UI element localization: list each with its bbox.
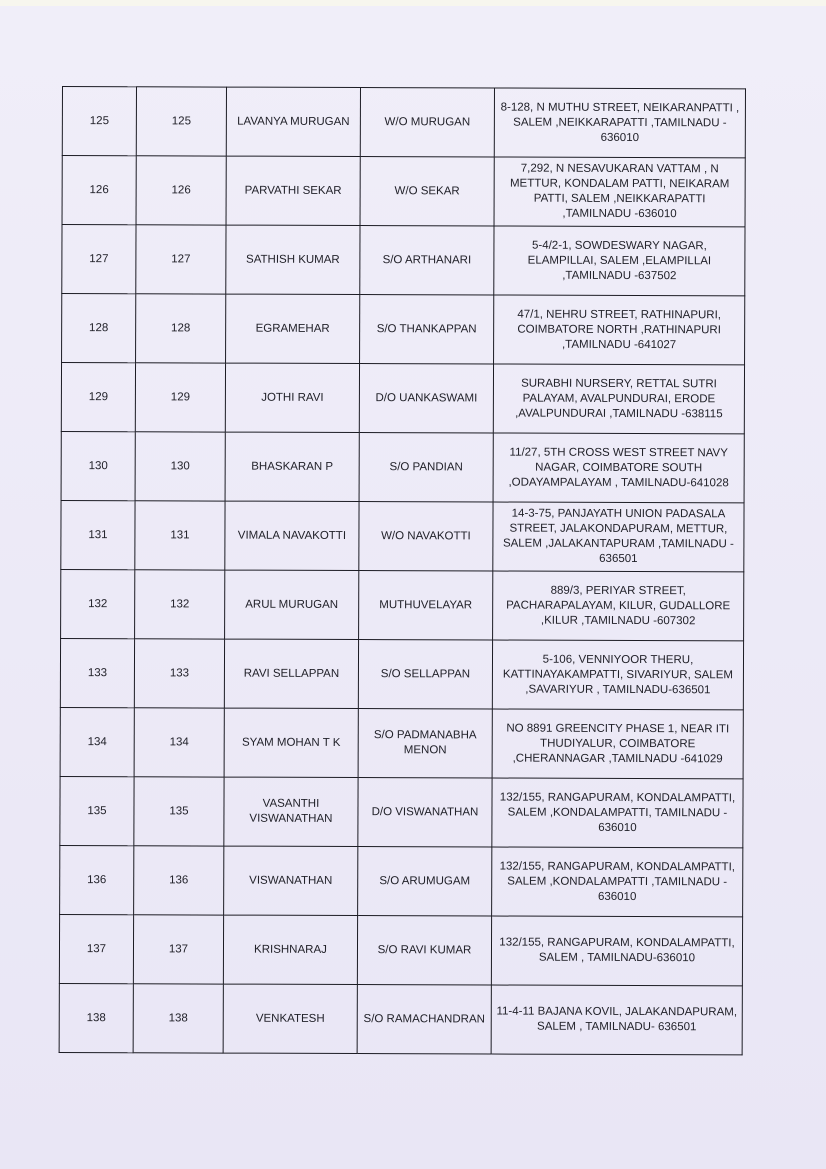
relation-cell: D/O UANKASWAMI [359,364,493,433]
name-cell: LAVANYA MURUGAN [226,87,360,156]
table-row [60,776,743,847]
relation-cell: S/O RAMACHANDRAN [357,985,491,1054]
address-cell: NO 8891 GREENCITY PHASE 1, NEAR ITI THUDIYALUR, COIMBATORE ,CHERANNAGAR ,TAMILNADU -641029 [492,709,743,779]
relation-cell: W/O MURUGAN [360,88,494,157]
serial-number-cell: 138 [59,983,133,1052]
scan-top-edge [0,0,826,6]
serial-number-cell: 133 [60,638,134,707]
relation-cell: W/O SEKAR [360,157,494,226]
address-cell: 132/155, RANGAPURAM, KONDALAMPATTI, SALEM , TAMILNADU-636010 [491,916,742,986]
entry-number-cell: 132 [135,570,225,639]
relation-cell: MUTHUVELAYAR [359,571,493,640]
address-cell: 11/27, 5TH CROSS WEST STREET NAVY NAGAR, COIMBATORE SOUTH ,ODAYAMPALAYAM , TAMILNADU-641028 [493,433,744,503]
serial-number-cell: 127 [62,225,136,294]
name-cell: VENKATESH [223,984,357,1053]
name-cell: JOTHI RAVI [225,363,359,432]
relation-cell: S/O RAVI KUMAR [357,916,491,985]
serial-number-cell: 136 [60,845,134,914]
relation-cell: S/O SELLAPPAN [358,640,492,709]
relation-cell: S/O PADMANABHA MENON [358,709,492,778]
table-row [60,638,743,709]
name-cell: KRISHNARAJ [223,915,357,984]
entry-number-cell: 128 [136,294,226,363]
entry-number-cell: 126 [136,156,226,225]
serial-number-cell: 125 [62,87,136,156]
address-cell: 889/3, PERIYAR STREET, PACHARAPALAYAM, KILUR, GUDALLORE ,KILUR ,TAMILNADU -607302 [493,571,744,641]
entry-number-cell: 135 [134,777,224,846]
table-row [61,500,744,571]
entry-number-cell: 127 [136,225,226,294]
records-table-body [59,87,745,1055]
name-cell: VASANTHI VISWANATHAN [224,777,358,846]
serial-number-cell: 128 [62,294,136,363]
entry-number-cell: 131 [135,501,225,570]
serial-number-cell: 135 [60,776,134,845]
serial-number-cell: 137 [59,914,133,983]
name-cell: BHASKARAN P [225,432,359,501]
table-row [61,569,744,640]
name-cell: VISWANATHAN [224,846,358,915]
entry-number-cell: 130 [135,432,225,501]
relation-cell: S/O ARTHANARI [360,226,494,295]
entry-number-cell: 134 [134,708,224,777]
name-cell: PARVATHI SEKAR [226,156,360,225]
entry-number-cell: 133 [134,639,224,708]
name-cell: RAVI SELLAPPAN [224,639,358,708]
serial-number-cell: 129 [61,363,135,432]
table-row [62,87,745,158]
entry-number-cell: 129 [135,363,225,432]
serial-number-cell: 130 [61,431,135,500]
address-cell: 47/1, NEHRU STREET, RATHINAPURI, COIMBATORE NORTH ,RATHINAPURI ,TAMILNADU -641027 [494,295,745,365]
name-cell: EGRAMEHAR [226,294,360,363]
entry-number-cell: 137 [133,915,223,984]
table-row [60,845,743,916]
name-cell: VIMALA NAVAKOTTI [225,501,359,570]
relation-cell: S/O ARUMUGAM [358,847,492,916]
table-row [60,707,743,778]
name-cell: SATHISH KUMAR [226,225,360,294]
address-cell: 8-128, N MUTHU STREET, NEIKARANPATTI , SALEM ,NEIKKARAPATTI ,TAMILNADU - 636010 [494,88,745,158]
table-row [61,431,744,502]
name-cell: SYAM MOHAN T K [224,708,358,777]
table-row [61,363,744,434]
address-cell: 14-3-75, PANJAYATH UNION PADASALA STREET, JALAKONDAPURAM, METTUR, SALEM ,JALAKANTAPURAM ,TAMILNADU - 636501 [493,502,744,572]
serial-number-cell: 131 [61,500,135,569]
address-cell: 5-4/2-1, SOWDESWARY NAGAR, ELAMPILLAI, SALEM ,ELAMPILLAI ,TAMILNADU -637502 [494,226,745,296]
relation-cell: S/O PANDIAN [359,433,493,502]
table-row [59,914,742,985]
relation-cell: W/O NAVAKOTTI [359,502,493,571]
address-cell: 5-106, VENNIYOOR THERU, KATTINAYAKAMPATTI, SIVARIYUR, SALEM ,SAVARIYUR , TAMILNADU-636501 [492,640,743,710]
address-cell: 7,292, N NESAVUKARAN VATTAM , N METTUR, KONDALAM PATTI, NEIKARAM PATTI, SALEM ,NEIKKARAPATTI ,TAMILNADU -636010 [494,157,745,227]
address-cell: 132/155, RANGAPURAM, KONDALAMPATTI, SALEM ,KONDALAMPATTI, TAMILNADU - 636010 [492,778,743,848]
table-row [59,983,742,1054]
name-cell: ARUL MURUGAN [225,570,359,639]
table-row [62,225,745,296]
serial-number-cell: 132 [61,569,135,638]
relation-cell: D/O VISWANATHAN [358,778,492,847]
address-cell: 132/155, RANGAPURAM, KONDALAMPATTI, SALEM ,KONDALAMPATTI ,TAMILNADU - 636010 [492,847,743,917]
address-cell: 11-4-11 BAJANA KOVIL, JALAKANDAPURAM, SALEM , TAMILNADU- 636501 [491,985,742,1055]
address-cell: SURABHI NURSERY, RETTAL SUTRI PALAYAM, AVALPUNDURAI, ERODE ,AVALPUNDURAI ,TAMILNADU -638115 [493,364,744,434]
serial-number-cell: 134 [60,707,134,776]
entry-number-cell: 125 [136,87,226,156]
table-row [62,156,745,227]
entry-number-cell: 136 [134,846,224,915]
entry-number-cell: 138 [133,984,223,1053]
table-row [62,294,745,365]
records-table [59,86,746,1055]
serial-number-cell: 126 [62,156,136,225]
relation-cell: S/O THANKAPPAN [360,295,494,364]
